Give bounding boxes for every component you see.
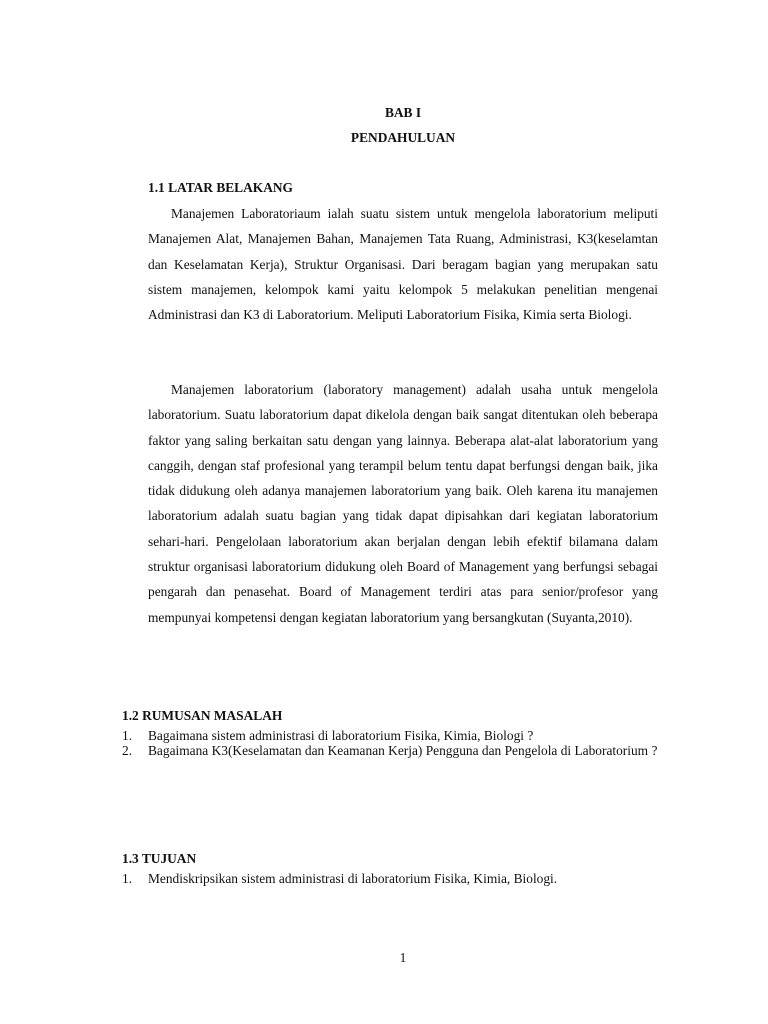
page-number: 1 xyxy=(399,950,407,965)
paragraph-2-text: Manajemen laboratorium (laboratory management) adalah usaha untuk mengelola laboratorium. Suatu laboratorium dapat dikelola dengan baik sangat ditentukan oleh beberapa faktor yang saling berkaitan satu dengan yang lainnya. Beberapa alat-alat laboratorium yang canggih, dengan staf profesional yang terampil belum tentu dapat berfungsi dengan baik, jika tidak didukung oleh adanya manajemen laboratorium yang baik. Oleh karena itu manajemen laboratorium adalah suatu bagian yang tidak dapat dipisahkan dari kegiatan laboratorium sehari-hari. Pengelolaan laboratorium akan berjalan dengan lebih efektif bilamana dalam struktur organisasi laboratorium didukung oleh Board of Management yang berfungsi sebagai pengarah dan penasehat. Board of Management terdiri atas para senior/profesor yang mempunyai kompetensi dengan kegiatan laboratorium yang bersangkutan (Suyanta,2010). xyxy=(148,382,658,625)
chapter-label: BAB I xyxy=(384,105,422,120)
list-item-text: Mendiskripsikan sistem administrasi di laboratorium Fisika, Kimia, Biologi. xyxy=(148,871,558,886)
section-heading-tujuan: 1.3 TUJUAN xyxy=(122,851,197,866)
list-item xyxy=(122,738,658,763)
list-item-text: Bagaimana K3(Keselamatan dan Keamanan Kerja) Pengguna dan Pengelola di Laboratorium ? xyxy=(148,743,658,758)
paragraph-2 xyxy=(148,377,658,630)
paragraph-1-text: Manajemen Laboratoriaum ialah suatu sistem untuk mengelola laboratorium meliputi Manajemen Alat, Manajemen Bahan, Manajemen Tata Ruang, Administrasi, K3(keselamtan dan Keselamatan Kerja), Struktur Organisasi. Dari beragam bagian yang merupakan satu sistem manajemen, kelompok kami yaitu kelompok 5 melakukan penelitian mengenai Administrasi dan K3 di Laboratorium. Meliputi Laboratorium Fisika, Kimia serta Biologi. xyxy=(148,206,658,323)
list-item-number: 1. xyxy=(122,728,133,743)
paragraph-1 xyxy=(148,201,658,327)
section-heading-rumusan-masalah: 1.2 RUMUSAN MASALAH xyxy=(122,708,283,723)
list-item-number: 2. xyxy=(122,743,133,758)
chapter-title: PENDAHULUAN xyxy=(350,130,456,145)
list-item-text: Bagaimana sistem administrasi di laboratorium Fisika, Kimia, Biologi ? xyxy=(148,728,534,743)
list-item-number: 1. xyxy=(122,871,133,886)
list-item xyxy=(122,866,658,891)
section-heading-latar-belakang: 1.1 LATAR BELAKANG xyxy=(148,180,293,195)
